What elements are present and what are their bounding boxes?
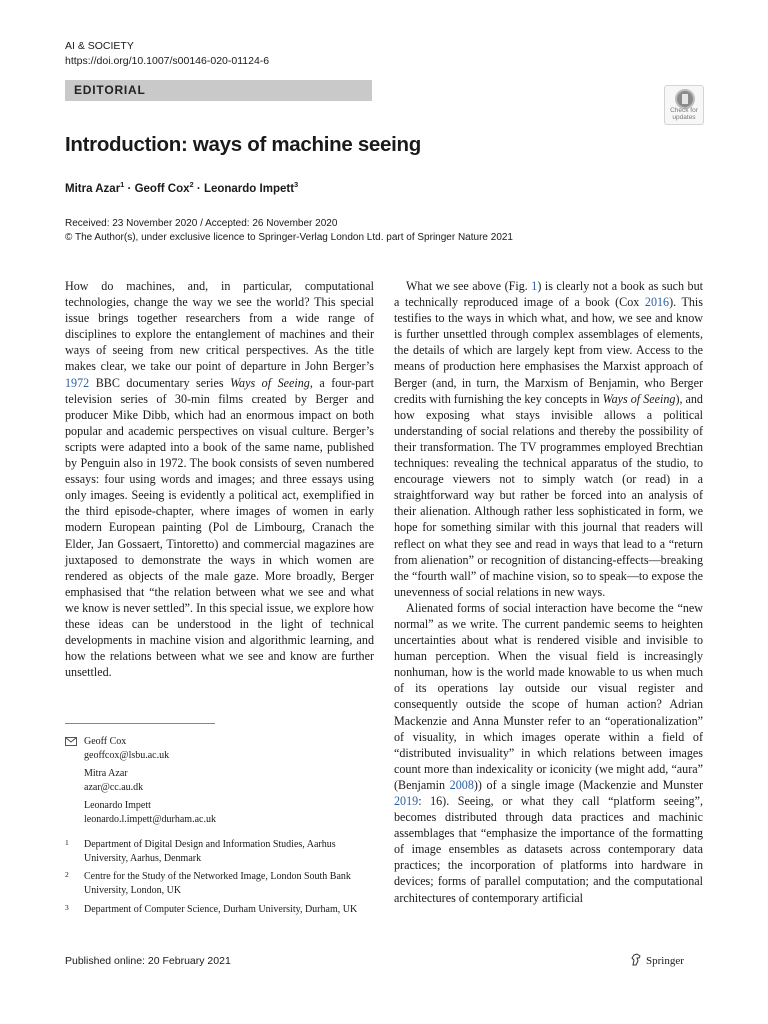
springer-horse-icon [630,953,642,966]
envelope-icon [65,737,77,746]
author-name[interactable]: Geoff Cox [134,182,190,195]
affiliation-text: Centre for the Study of the Networked Image, London South Bank University, London, UK [84,871,351,896]
contact-email[interactable]: azar@cc.au.dk [84,781,144,793]
journal-name: AI & SOCIETY [65,40,134,52]
body-column-right [394,278,703,906]
publisher-logo [630,953,684,967]
citation-link[interactable]: 2008 [449,777,474,792]
paragraph [394,278,703,600]
body-column-left [65,278,374,680]
text-run: ) is clearly not a book as such but a technically reproduced image of a book (Cox [394,279,703,310]
crossmark-badge[interactable] [664,85,704,125]
affiliation-marker: 2 [189,180,194,189]
contact-entry [84,767,143,794]
author-separator: · [124,182,135,195]
text-run: BBC documentary series [89,375,231,390]
text-run: ). This testifies to the ways in which what, and how, we see and know is further unsettled through complex assemblages of elements, the details of which are largely kept from view. Access to the means of production here emphasises the Marxist approach of Berger (and, in turn, the Marxism of Benjamin, who Berger credits with furnishing the key concepts in [394,295,703,406]
author-list [65,180,298,195]
journal-header [65,39,269,69]
footnote-divider [65,723,215,724]
copyright-notice: © The Author(s), under exclusive licence to Springer-Verlag London Ltd. part of Springer Nature 2021 [65,232,513,243]
citation-link[interactable]: 1972 [65,375,90,390]
text-run: What we see above (Fig. [406,279,532,293]
figure-link[interactable]: 1 [531,279,538,293]
paragraph [65,278,374,680]
author-name[interactable]: Leonardo Impett [203,182,295,195]
author-separator: · [193,182,204,195]
text-run: , a four-part television series of 30-min films created by Berger and producer Mike Dibb, which had an enormous impact on both popular and academic perspectives on visual culture. Berger’s scripts were adapted into a book of the same name, published by Penguin also in 1972. The book consists of seven numbered essays: four using words and images; and three essays using only images. Seeing is evidently a political act, exemplified in the third episode-chapter, where images of women in early modern European painting (Pol de Limbourg, Cranach the Elder, Jan Gossaert, Tintoretto) and commercial magazines are juxtaposed to demonstrate the ways in which women are rendered as objects of the male gaze. More broadly, Berger emphasised that “the relation between what we see and what we know is never settled”. In this special issue, we explore how these ideas can be understood in the light of technical developments in machine vision and algorithmic learning, and how the relations between what we see and know are further unsettled. [65,375,374,680]
published-date: Published online: 20 February 2021 [65,955,231,967]
affiliation-marker: 3 [294,180,299,189]
contact-entry [84,735,169,762]
article-title: Introduction: ways of machine seeing [65,133,421,156]
contact-name: Leonardo Impett [84,800,151,811]
citation-link[interactable]: 2016 [644,295,670,310]
publisher-name: Springer [646,955,684,967]
contact-email[interactable]: leonardo.l.impett@durham.ac.uk [84,813,216,825]
section-bar [65,80,372,101]
paragraph [394,600,703,906]
contact-email[interactable]: geoffcox@lsbu.ac.uk [84,749,170,761]
affiliation-number: 1 [65,838,69,847]
italic-title: Ways of Seeing [602,391,676,406]
text-run: ), and how exposing what stays invisible allows a political understanding of social relations and thereby the possibility of their transformation. The TV programmes employed Brechtian techniques: revealing the technical apparatus of the studio, to encourage viewers not to simply watch (or read) in a straightforward way but rather be forced into an analysis of their alienation. Although rather less sophisticated in form, we hope for something similar with this journal that readers will reflect on what they see and read in ways that lead to a “return from alienation” or recognition of distancing-effects—breaking the “fourth wall” of machine vision, so to speak—to expose the unevenness of social relations in new ways. [394,391,703,599]
crossmark-text [665,107,703,121]
text-run: )) of a single image (Mackenzie and Munster [473,777,703,792]
affiliation-text: Department of Digital Design and Information Studies, Aarhus University, Aarhus, Denmark [84,839,336,864]
author-name[interactable]: Mitra Azar [65,182,121,195]
doi-link[interactable]: https://doi.org/10.1007/s00146-020-01124-6 [65,55,270,67]
text-run: : 16). Seeing, or what they call “platform seeing”, becomes distributed through data practices and machinic assemblages that “emphasize the importance of the formatting of image ensembles as datasets across contemporary data practices; the incorporation of platforms into hardware in devices; forms of parallel computation; and the computational architectures of contemporary artificial [394,794,703,905]
section-label: EDITORIAL [74,83,146,97]
contact-name: Mitra Azar [84,768,128,779]
crossmark-line-2: updates [672,114,696,121]
text-run: Alienated forms of social interaction have become the “new normal” as we write. The current pandemic seems to heighten uncertainties about what is rendered visible and invisible to human perception. When the visual field is increasingly nonhuman, how is the world made knowable to us when much of its operations lay outside our visual register and consequently outside the scope of human action? Adrian Mackenzie and Anna Munster refer to an “operationalization” of visuality, in which images operate within a field of “distributed invisuality” in which relations between images count more than indexicality or iconicity (we might add, “aura” (Benjamin [394,600,703,792]
contact-name: Geoff Cox [84,736,127,747]
article-dates [65,217,513,245]
affiliation-marker: 1 [120,180,125,189]
received-accepted: Received: 23 November 2020 / Accepted: 26 November 2020 [65,218,338,229]
text-run: How do machines, and, in particular, computational technologies, change the way we see the world? This special issue brings together researchers from a wide range of disciplines to explore the entanglement of machines and their ways of seeing from new critical perspectives. As the title makes clear, we take our point of departure in John Berger’s [65,279,374,374]
contact-entry [84,799,216,826]
italic-title: Ways of Seeing [230,375,310,390]
crossmark-line-1: Check for [670,107,698,114]
affiliation-number: 3 [65,903,69,912]
citation-link[interactable]: 2019 [394,794,419,808]
crossmark-icon [675,89,695,109]
affiliation-number: 2 [65,870,69,879]
affiliation-text: Department of Computer Science, Durham University, Durham, UK [84,904,358,915]
